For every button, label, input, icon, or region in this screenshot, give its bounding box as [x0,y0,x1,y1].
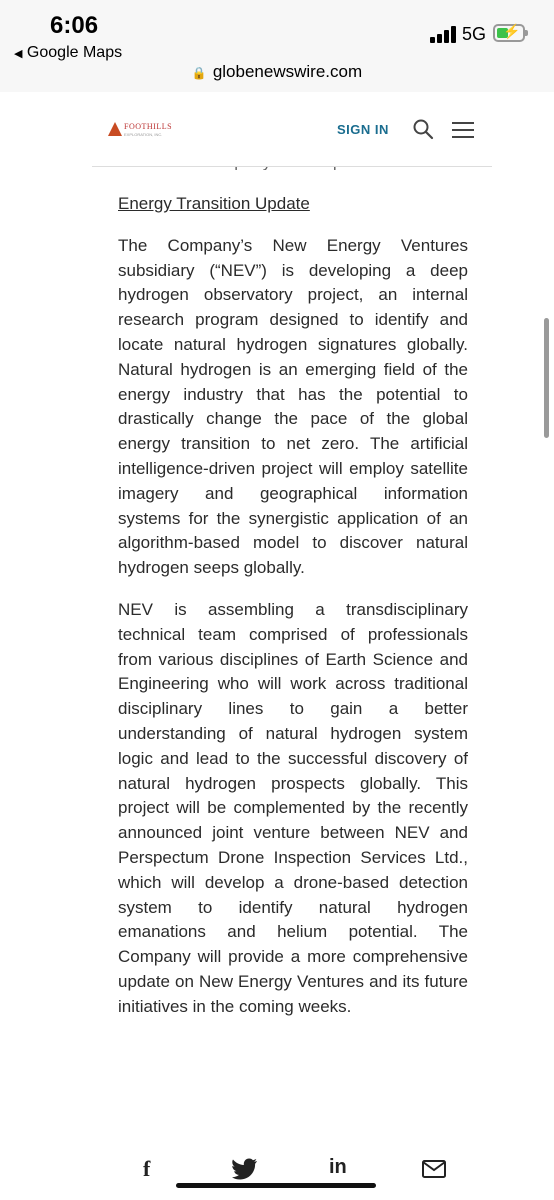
battery-icon [493,24,525,42]
logo-mark-icon [108,122,122,136]
url-text: globenewswire.com [212,62,363,81]
home-indicator[interactable] [176,1183,376,1188]
back-to-app-link[interactable] [14,44,122,62]
address-bar[interactable] [0,62,554,82]
logo-text: FOOTHILLS [124,122,173,131]
article-body [118,150,468,1037]
back-arrow-icon: ◀ [14,48,23,60]
email-icon[interactable] [422,1160,446,1178]
linkedin-icon[interactable]: in [329,1156,347,1178]
cellular-signal-icon [430,25,456,43]
scrollbar[interactable] [544,318,549,438]
charging-bolt-icon: ⚡ [503,23,521,39]
hamburger-menu-icon[interactable] [452,122,474,138]
article-paragraph: NEV is assembling a transdisciplinary technical team comprised of professionals from various disciplines of Earth Science and Engineering who will work across traditional disciplinary lines to gain a better understanding of natural hydrogen system logic and lead to the successful discovery of natural hydrogen prospects globally. This project will be complemented by the recently announced joint venture between NEV and Perspectum Drone Inspection Services Ltd., which will develop a drone-based detection system to identify natural hydrogen emanations and helium potential. The Company will provide a more comprehensive update on New Energy Ventures and its future initiatives in the coming weeks. [118,599,468,1016]
network-type: 5G [462,24,487,44]
article-paragraph: The Company’s New Energy Ventures subsidiary (“NEV”) is developing a deep hydrogen observatory project, an internal research program designed to identify and locate natural hydrogen signatures globally. Natural hydrogen is an emerging field of the energy industry that has the potential to drastically change the pace of the global energy transition to net zero. The artificial intelligence-driven project will employ satellite imagery and geographical information systems for the synergistic application of an algorithm-based model to discover natural hydrogen seeps globally. [118,235,468,578]
status-bar [0,0,554,92]
back-app-label: Google Maps [26,44,123,61]
logo-subtext: EXPLORATION, INC. [124,132,163,137]
site-header [92,94,492,167]
clock: 6:06 [50,12,99,39]
foothills-logo[interactable] [108,120,178,142]
search-icon[interactable] [412,118,434,140]
facebook-icon[interactable]: f [143,1156,151,1181]
sign-in-link[interactable]: SIGN IN [337,122,389,137]
lock-icon: 🔒 [191,66,207,80]
twitter-icon[interactable] [232,1158,258,1180]
section-heading: Energy Transition Update [118,194,310,213]
